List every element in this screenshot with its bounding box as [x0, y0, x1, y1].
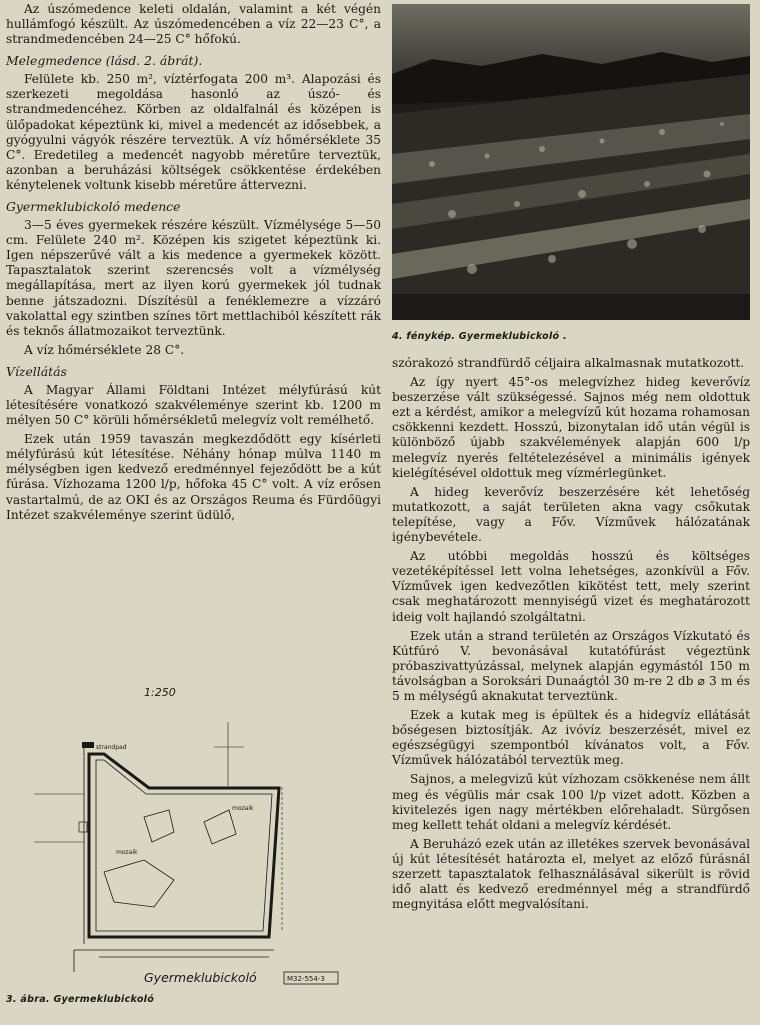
paragraph-melegmedence: Felülete kb. 250 m², víztérfogata 200 m³. Alapozási és szerkezeti megoldása hasonló az úszó- és strandmedencéhez. Körben az oldalfalnál és középen is ülőpadokat képeztünk ki, mivel a medencét az idősebbek, a gyógyulni vágyók részére terveztük. A víz hőmérséklete 35 C°. Eredetileg a medencét nagyobb méretűre terveztük, azonban a beruházási költségek csökkentése érdekében kénytelenek voltunk kisebb méretűre áttervezni. [6, 72, 381, 192]
paragraph-vizellatas-2: Ezek után 1959 tavaszán megkezdődött egy kísérleti mélyfúrású kút létesítése. Néhány hónap múlva 1140 m mélységben igen kedvező eredménnyel fejeződött be a kút fúrása. Vízhozama 1200 l/p, hőfoka 45 C° volt. A víz erősen vastartalmú, de az OKI és az Országos Reuma és Fürdőügyi Intézet szakvéleménye szerint üdülő, [6, 432, 381, 522]
heading-vizellatas: Vízellátás [6, 363, 67, 379]
plan-scale: 1:250 [144, 686, 176, 699]
paragraph-right-7: A Beruházó ezek után az illetékes szervek bevonásával új kút létesítését határozta el, melyet az előző fúrásnál szerzett tapasztalatok felhasználásával sikerült is rövid idő alatt és kedvező eredménnyel még a strandfürdő megnyitása előtt megvalósítani. [392, 836, 750, 912]
paragraph-right-2: A hideg keverővíz beszerzésére két lehetőség mutatkozott, a saját területen akna vagy csőkutak telepítése, vagy a Főv. Vízművek hálózatának igénybevétele. [392, 484, 750, 545]
pool-outline [89, 754, 279, 937]
paragraph-right-3: Az utóbbi megoldás hosszú és költséges vezetéképítéssel lett volna lehetséges, azonkívül a Főv. Vízművek igen kedvezőtlen kikötést tett, mely szerint csak meghatározott mennyiségű vizet és meghatározott ideig volt hajlandó szolgáltatni. [392, 549, 750, 624]
heading-gyermeklubickolo: Gyermeklubickoló medence [6, 199, 181, 215]
pool-photograph [392, 4, 750, 320]
paragraph-gyermek-temperature: A víz hőmérséklete 28 C°. [24, 342, 185, 357]
plan-caption: 3. ábra. Gyermeklubickoló [6, 994, 155, 1005]
plan-label-mozaik-2: mozaik [116, 849, 138, 856]
plan-mosaic-turtle [204, 810, 236, 844]
right-text-column [392, 356, 750, 916]
paragraph-right-4: Ezek után a strand területén az Országos Vízkutató és Kútfúró V. bevonásával kutatófúrást végeztünk próbaszivattyúzással, melynek alapján egymástól 150 m távolságban a Soroksári Dunaágtól 30 m-re 2 db ⌀ 3 m és 5 m mélységű aknakutat terveztünk. [392, 628, 750, 703]
left-text-column [6, 2, 381, 527]
paragraph-gyermeklubickolo: 3—5 éves gyermekek részére készült. Vízmélysége 5—50 cm. Felülete 240 m². Középen kis szigetet képeztünk ki. Igen népszerűvé vált a kis medence a gyermekek között. Tapasztalatok szerint szerencsés volt a vízmélység megállapítása, mert az ilyen korú gyermekek jól tudnak benne játszadozni. Díszítésül a fenéklemezre a vízzáró vakolattal egy szintben színes tört mettlachiból készített rák és teknős állatmozaikot terveztünk. [6, 218, 381, 338]
paragraph-right-1: Az így nyert 45°-os melegvízhez hideg keverővíz beszerzése vált szükségessé. Sajnos még nem oldottuk ezt a kérdést, amikor a melegvízű kút hozama rohamosan csökkenni kezdett. Hosszú, bizonytalan idő után végül is különböző újabb szakvélemények alapján 600 l/p melegvíz nyerés feltételezésével a minimális igények kielégítésével oldottuk meg vízmérlegünket. [392, 375, 750, 480]
paragraph-intro: Az úszómedence keleti oldalán, valamint a két végén hullámfogó készült. Az úszómedencében a víz 22—23 C°, a strandmedencében 24—25 C° hőfokú. [6, 2, 381, 47]
plan-title: Gyermeklubickoló [144, 970, 257, 985]
paragraph-continued: szórakozó strandfürdő céljaira alkalmasnak mutatkozott. [392, 356, 745, 370]
paragraph-right-6: Sajnos, a melegvizű kút vízhozam csökkenése nem állt meg és végülis már csak 100 l/p vizet adott. Közben a kivitelezés igen nagy mértékben előrehaladt. Sürgősen meg kellett tehát oldani a melegvíz kérdését. [392, 772, 750, 832]
heading-melegmedence: Melegmedence (lásd. 2. ábrát). [6, 53, 203, 69]
paragraph-vizellatas-1: A Magyar Állami Földtani Intézet mélyfúrású kút létesítésére vonatkozó szakvéleménye szerint kb. 1200 m mélyen 50 C° körüli hőmérsékletű melegvíz volt remélhető. [6, 382, 381, 428]
plan-mosaic-crab [144, 810, 174, 842]
paragraph-right-5: Ezek a kutak meg is épültek és a hidegvíz ellátását bőségesen biztosítják. Az ivóvíz beszerzését, mivel ez egészségügyi szempontból kívánatos volt, a Főv. Vízművek hálózatából terveztük meg. [392, 708, 750, 768]
photo-caption: 4. fénykép. Gyermeklubickoló . [392, 331, 567, 342]
plan-island [104, 860, 174, 907]
pool-inner-outline [96, 760, 272, 931]
plan-label-mozaik-1: mozaik [232, 805, 254, 812]
pool-plan-drawing [4, 682, 384, 987]
plan-stamp: M32-554-3 [287, 975, 325, 983]
plan-label-strandpad: strandpad [96, 744, 127, 751]
